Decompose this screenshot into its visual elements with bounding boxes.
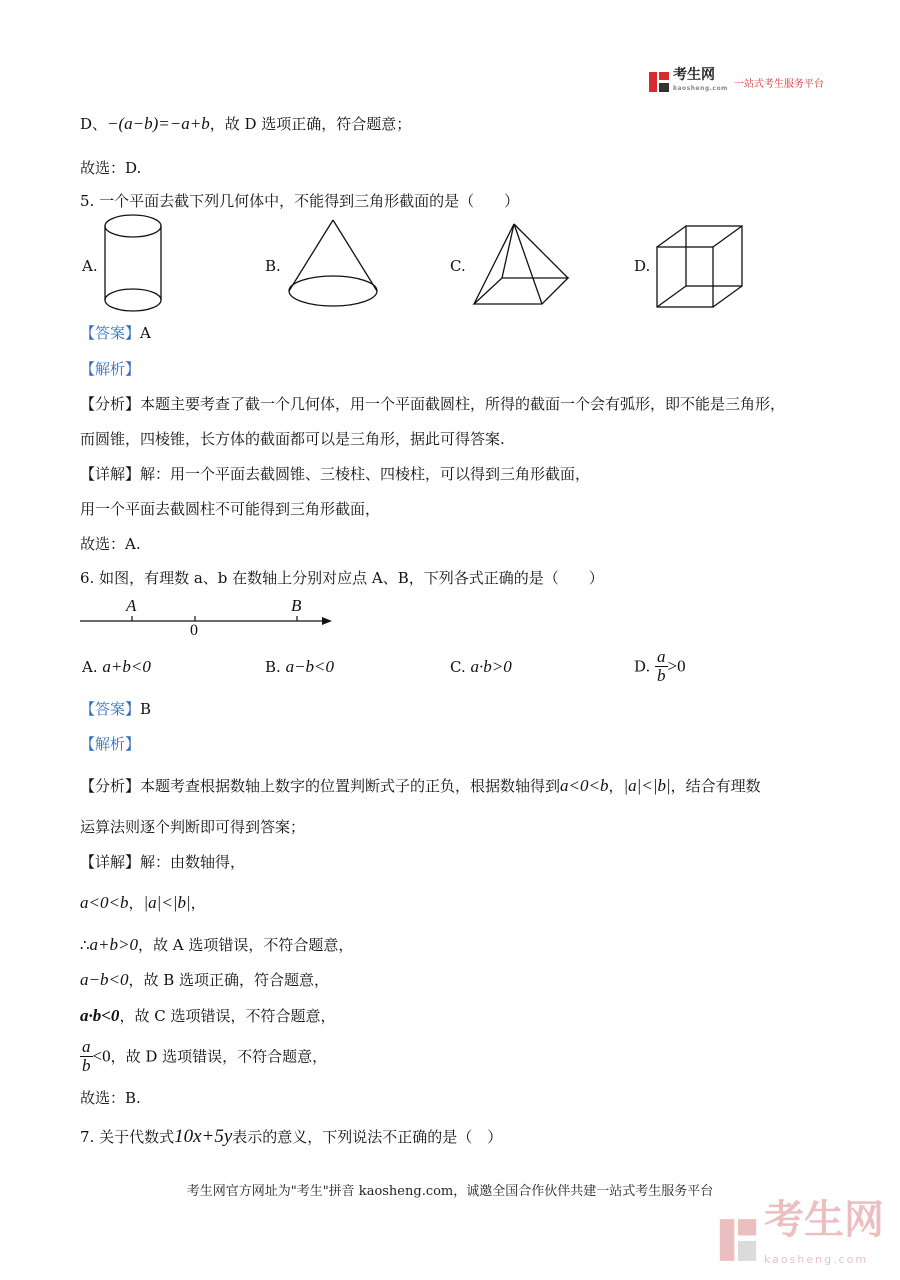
q6-option-d: D. $\frac{a}{b}$ >0	[634, 647, 686, 685]
fraction-a-over-b: $\frac{a}{b}$	[82, 1037, 91, 1075]
cone-figure	[284, 217, 382, 309]
pyramid-figure	[470, 220, 572, 308]
q6-analysis-tag: 【解析】	[80, 735, 141, 753]
point-b-label: B	[291, 596, 302, 615]
q5-option-d-label: D.	[634, 257, 651, 275]
point-a-label: A	[126, 596, 137, 615]
q6-step-2: ∴a+b>0，故 A 选项错误，不符合题意，	[80, 935, 354, 954]
q4-choice: 故选：D.	[80, 159, 142, 177]
q5-option-c-label: C.	[450, 257, 466, 275]
logo-text: 考生网 kaosheng.com	[673, 68, 728, 96]
q6-fenxi-1: 【分析】本题考查根据数轴上数字的位置判断式子的正负，根据数轴得到a<0<b，|a|<|b|，结合有理数	[80, 776, 761, 795]
q6-step-4: a·b<0，故 C 选项错误，不符合题意，	[80, 1006, 336, 1025]
q6-option-a: A. a+b<0	[82, 657, 151, 676]
answer-tag: 【答案】	[80, 700, 141, 718]
q6-step-3: a−b<0，故 B 选项正确，符合题意，	[80, 970, 330, 989]
q6-choice: 故选：B.	[80, 1089, 141, 1107]
q5-choice: 故选：A.	[80, 535, 141, 553]
q5-stem: 5. 一个平面去截下列几何体中，不能得到三角形截面的是（ ）	[80, 192, 520, 210]
q6-fenxi-2: 运算法则逐个判断即可得到答案；	[80, 818, 306, 836]
kaosheng-logo-icon	[648, 71, 670, 93]
fraction-a-over-b: $\frac{a}{b}$	[657, 647, 666, 685]
answer-tag: 【答案】	[80, 324, 141, 342]
cylinder-figure	[100, 212, 166, 316]
q6-answer: 【答案】B	[80, 700, 152, 718]
q5-xiangjie-1: 【详解】解：用一个平面去截圆锥、三棱柱、四棱柱，可以得到三角形截面，	[80, 465, 591, 483]
watermark-text: 考生网	[764, 1197, 884, 1243]
q5-xiangjie-2: 用一个平面去截圆柱不可能得到三角形截面，	[80, 500, 381, 518]
header-logo	[648, 67, 824, 94]
footer-watermark	[718, 1197, 884, 1280]
q5-analysis-tag: 【解析】	[80, 360, 141, 378]
kaosheng-watermark-icon	[718, 1217, 758, 1263]
zero-label: 0	[190, 622, 198, 639]
q5-option-a-label: A.	[82, 257, 98, 275]
number-line-figure	[80, 596, 340, 642]
footer-text: 考生网官方网址为"考生"拼音 kaosheng.com，诚邀全国合作伙伴共建一站式考生服务平台	[186, 1184, 714, 1199]
q6-option-b: B. a−b<0	[265, 657, 335, 676]
header-slogan: 一站式考生服务平台	[733, 78, 824, 90]
cuboid-figure	[654, 223, 746, 311]
q4-option-d-explanation: D、−(a−b)=−a+b，故 D 选项正确，符合题意；	[80, 114, 412, 133]
watermark-subtext: kaosheng.com	[764, 1253, 869, 1266]
q5-fenxi-1: 【分析】本题主要考查了截一个几何体，用一个平面截圆柱，所得的截面一个会有弧形，即不能是三角形，	[80, 395, 786, 413]
q6-stem: 6. 如图，有理数 a、b 在数轴上分别对应点 A、B，下列各式正确的是（ ）	[80, 569, 604, 587]
q5-answer: 【答案】A	[80, 324, 151, 342]
q5-fenxi-2: 而圆锥，四棱锥，长方体的截面都可以是三角形，据此可得答案.	[80, 430, 505, 448]
q6-step-1: a<0<b，|a|<|b|，	[80, 893, 206, 912]
logo-subtext: kaosheng.com	[673, 85, 728, 92]
q5-option-b-label: B.	[265, 257, 281, 275]
q6-step-5: $\frac{a}{b}$ <0，故 D 选项错误，不符合题意，	[82, 1037, 328, 1075]
q7-stem: 7. 关于代数式10x+5y表示的意义，下列说法不正确的是（ ）	[80, 1126, 503, 1147]
q6-option-c: C. a·b>0	[450, 657, 512, 676]
q6-xiangjie-1: 【详解】解：由数轴得，	[80, 853, 246, 871]
